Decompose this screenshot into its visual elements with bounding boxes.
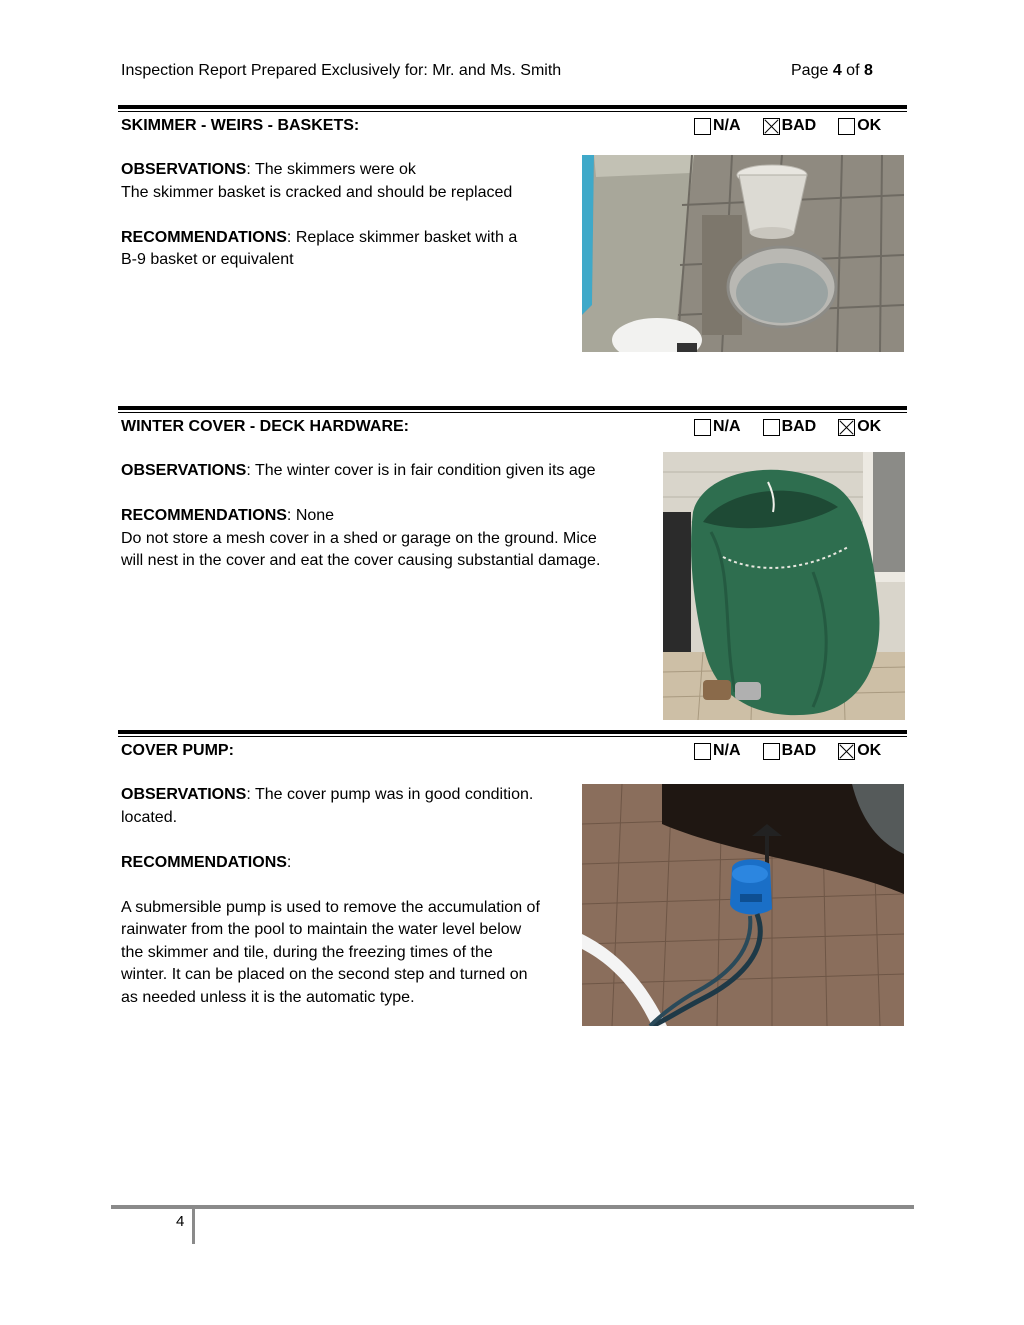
observations-text: : The skimmers were ok bbox=[246, 161, 416, 178]
section-rule-thin bbox=[118, 412, 907, 413]
section-title: SKIMMER - WEIRS - BASKETS: bbox=[121, 117, 360, 134]
condition-checks bbox=[694, 117, 881, 135]
footer-rule bbox=[111, 1205, 914, 1209]
page-of: of bbox=[841, 62, 864, 79]
observations-text: : The cover pump was in good condition. bbox=[246, 786, 534, 803]
section-body bbox=[121, 460, 651, 573]
page-prefix: Page bbox=[791, 62, 833, 79]
condition-checks bbox=[694, 418, 881, 436]
observations-label: OBSERVATIONS bbox=[121, 786, 247, 803]
section-rule bbox=[118, 730, 907, 734]
observations bbox=[121, 784, 576, 807]
check-na[interactable] bbox=[694, 418, 741, 436]
recommendations-line2: B-9 basket or equivalent bbox=[121, 251, 294, 268]
recommendations bbox=[121, 852, 576, 875]
section-rule bbox=[118, 406, 907, 410]
check-label-ok: OK bbox=[857, 418, 882, 435]
winter-cover-image bbox=[663, 452, 905, 720]
check-label-na: N/A bbox=[713, 742, 741, 759]
recommendations-text: : bbox=[286, 853, 292, 871]
observations-line2: The skimmer basket is cracked and should be replaced bbox=[121, 183, 513, 201]
checkbox-bad[interactable] bbox=[763, 743, 780, 760]
section-body bbox=[121, 159, 571, 272]
checkbox-ok[interactable] bbox=[838, 419, 855, 436]
note-line: winter. It can be placed on the second step and turned on bbox=[121, 966, 528, 983]
condition-checks bbox=[694, 742, 881, 760]
cover-pump-image bbox=[582, 784, 904, 1026]
check-label-bad: BAD bbox=[781, 742, 817, 759]
check-label-ok: OK bbox=[857, 117, 882, 134]
section-rule bbox=[118, 105, 907, 109]
page-total: 8 bbox=[863, 62, 873, 79]
check-label-ok: OK bbox=[857, 742, 882, 759]
recommendations-text: : None bbox=[286, 507, 335, 524]
note-line: A submersible pump is used to remove the accumulation of bbox=[121, 898, 540, 916]
checkbox-na[interactable] bbox=[694, 118, 711, 135]
recommendations-label: RECOMMENDATIONS bbox=[121, 228, 287, 246]
recommendations-label: RECOMMENDATIONS bbox=[121, 507, 287, 524]
note-line1: Do not store a mesh cover in a shed or garage on the ground. Mice bbox=[121, 529, 597, 547]
recommendations bbox=[121, 505, 651, 528]
checkbox-ok[interactable] bbox=[838, 118, 855, 135]
section-title: COVER PUMP: bbox=[121, 742, 234, 759]
check-ok[interactable] bbox=[838, 742, 881, 760]
note-line: rainwater from the pool to maintain the water level below bbox=[121, 921, 522, 938]
section-body bbox=[121, 784, 576, 1009]
checkbox-ok[interactable] bbox=[838, 743, 855, 760]
checkbox-na[interactable] bbox=[694, 743, 711, 760]
section-title: WINTER COVER - DECK HARDWARE: bbox=[121, 418, 409, 435]
check-bad[interactable] bbox=[763, 418, 817, 436]
recommendations bbox=[121, 227, 571, 250]
check-label-bad: BAD bbox=[781, 117, 817, 134]
section-rule-thin bbox=[118, 111, 907, 112]
report-header-title: Inspection Report Prepared Exclusively for: Mr. and Ms. Smith bbox=[121, 62, 562, 79]
note-line: the skimmer and tile, during the freezing times of the bbox=[121, 943, 493, 961]
page-indicator bbox=[791, 62, 873, 80]
checkbox-na[interactable] bbox=[694, 419, 711, 436]
note-line: as needed unless it is the automatic type. bbox=[121, 988, 415, 1006]
check-label-bad: BAD bbox=[781, 418, 817, 435]
observations bbox=[121, 159, 571, 182]
recommendations-text: : Replace skimmer basket with a bbox=[286, 228, 518, 246]
section-rule-thin bbox=[118, 736, 907, 737]
note-line2: will nest in the cover and eat the cover causing substantial damage. bbox=[121, 552, 601, 569]
check-label-na: N/A bbox=[713, 418, 741, 435]
check-na[interactable] bbox=[694, 742, 741, 760]
page-current: 4 bbox=[832, 62, 842, 79]
check-bad[interactable] bbox=[763, 117, 817, 135]
observations-line2: located. bbox=[121, 808, 178, 826]
check-bad[interactable] bbox=[763, 742, 817, 760]
skimmer-basket-image bbox=[582, 155, 904, 352]
footer-page-number: 4 bbox=[176, 1213, 185, 1230]
check-ok[interactable] bbox=[838, 117, 881, 135]
skimmer-basket-photo bbox=[582, 155, 904, 352]
footer-divider bbox=[192, 1207, 195, 1244]
checkbox-bad[interactable] bbox=[763, 419, 780, 436]
check-label-na: N/A bbox=[713, 117, 741, 134]
observations bbox=[121, 460, 651, 483]
checkbox-bad[interactable] bbox=[763, 118, 780, 135]
check-na[interactable] bbox=[694, 117, 741, 135]
winter-cover-photo bbox=[663, 452, 905, 720]
check-ok[interactable] bbox=[838, 418, 881, 436]
observations-label: OBSERVATIONS bbox=[121, 462, 247, 479]
recommendations-label: RECOMMENDATIONS bbox=[121, 853, 287, 871]
observations-text: : The winter cover is in fair condition given its age bbox=[246, 462, 596, 479]
observations-label: OBSERVATIONS bbox=[121, 161, 247, 178]
cover-pump-photo bbox=[582, 784, 904, 1026]
